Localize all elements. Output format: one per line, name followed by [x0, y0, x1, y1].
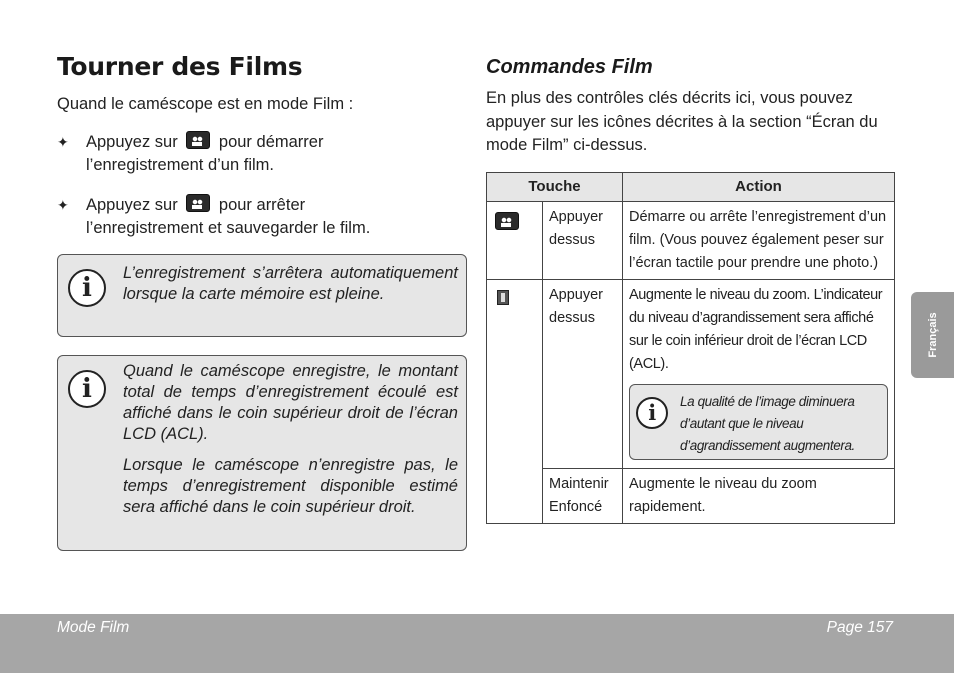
info-icon: i — [68, 269, 106, 307]
list-item — [57, 131, 457, 177]
section-intro: En plus des contrôles clés décrits ici, vous pouvez appuyer sur les icônes décrites à la section “Écran du mode Film” ci-dessus. — [486, 89, 878, 154]
bullet-star-icon: ✦ — [57, 197, 69, 213]
footer-section: Mode Film — [57, 619, 130, 636]
action-cell: Augmente le niveau du zoom rapidement. — [623, 469, 895, 524]
header-touche: Touche — [487, 173, 623, 202]
table-row — [487, 469, 895, 524]
bullet-text: l’enregistrement et sauvegarder le film. — [86, 219, 371, 237]
note-box — [629, 384, 888, 460]
section-title: Commandes Film — [486, 56, 653, 78]
header-action: Action — [623, 173, 895, 202]
note-box — [57, 355, 467, 551]
page-title: Tourner des Films — [57, 52, 303, 81]
commands-table — [486, 172, 895, 524]
table-header-row — [487, 173, 895, 202]
bullet-text: Appuyez sur — [86, 196, 178, 214]
page-number: Page 157 — [826, 619, 893, 636]
press-cell: Maintenir Enfoncé — [543, 469, 623, 524]
note-text: L’enregistrement s’arrêtera automatiquement lorsque la carte mémoire est pleine. — [123, 264, 458, 303]
action-cell: Démarre ou arrête l’enregistrement d’un film. (Vous pouvez également peser sur l’écran tactile pour prendre une photo.) — [623, 202, 895, 280]
list-item — [57, 194, 457, 240]
note-box — [57, 254, 467, 337]
footer — [0, 614, 954, 673]
press-cell: Appuyer dessus — [543, 280, 623, 469]
record-icon — [186, 131, 210, 149]
record-icon — [186, 194, 210, 212]
bullet-star-icon: ✦ — [57, 134, 69, 150]
table-row — [487, 202, 895, 280]
icon-cell — [487, 280, 543, 524]
record-icon — [495, 212, 519, 230]
info-icon: i — [68, 370, 106, 408]
language-tab — [911, 292, 954, 378]
action-cell — [623, 280, 895, 469]
intro-text: Quand le caméscope est en mode Film : — [57, 95, 354, 113]
note-text: La qualité de l’image diminuera d’autant que le niveau d’agrandissement augmentera. — [680, 394, 855, 453]
note-paragraph: Quand le caméscope enregistre, le montant total de temps d’enregistrement écoulé est affiché dans le coin supérieur droit de l’écran LCD (ACL). — [123, 362, 458, 443]
zoom-icon — [497, 290, 509, 305]
press-cell: Appuyer dessus — [543, 202, 623, 280]
action-text: Augmente le niveau du zoom. L’indicateur du niveau d’agrandissement sera affiché sur le coin inférieur droit de l’écran LCD (ACL). — [629, 287, 883, 372]
note-paragraph: Lorsque le caméscope n’enregistre pas, le temps d’enregistrement disponible estimé sera affiché dans le coin supérieur droit. — [123, 456, 458, 516]
bullet-text: pour démarrer — [218, 133, 324, 151]
language-tab-label: Français — [926, 312, 939, 358]
table-row — [487, 280, 895, 469]
info-icon: i — [636, 397, 668, 429]
bullet-text: pour arrêter — [218, 196, 306, 214]
icon-cell — [487, 202, 543, 280]
bullet-text: Appuyez sur — [86, 133, 178, 151]
bullet-text: l’enregistrement d’un film. — [86, 156, 274, 174]
